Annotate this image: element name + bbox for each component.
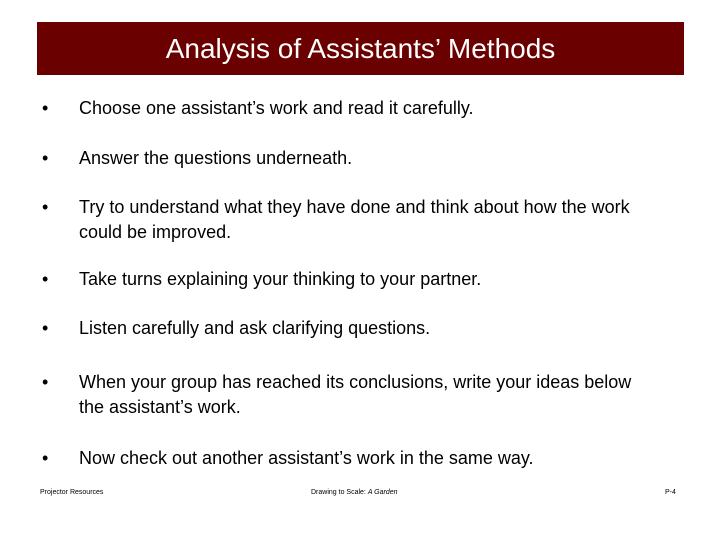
bullet-symbol: • bbox=[42, 197, 49, 217]
bullet-item bbox=[42, 446, 682, 471]
bullet-item bbox=[42, 146, 682, 171]
bullet-item bbox=[42, 267, 682, 292]
bullet-symbol: • bbox=[42, 148, 49, 168]
bullet-item bbox=[42, 316, 682, 341]
footer-title-italic: A Garden bbox=[367, 489, 398, 496]
bullet-symbol: • bbox=[42, 448, 49, 468]
footer-title bbox=[311, 488, 398, 498]
bullet-item bbox=[42, 96, 682, 121]
bullet-text: Listen carefully and ask clarifying questions. bbox=[79, 318, 431, 338]
bullet-text: Answer the questions underneath. bbox=[79, 148, 353, 168]
bullet-text: Take turns explaining your thinking to your partner. bbox=[79, 269, 482, 289]
bullet-text: Now check out another assistant’s work in the same way. bbox=[79, 448, 534, 468]
bullet-symbol: • bbox=[42, 372, 49, 392]
bullet-item bbox=[42, 370, 682, 420]
bullet-symbol: • bbox=[42, 269, 49, 289]
bullet-item bbox=[42, 195, 682, 245]
bullet-symbol: • bbox=[42, 98, 49, 118]
bullet-text: Choose one assistant’s work and read it carefully. bbox=[79, 98, 474, 118]
footer-source: Projector Resources bbox=[40, 489, 104, 496]
slide-title: Analysis of Assistants’ Methods bbox=[165, 32, 556, 64]
bullet-text: When your group has reached its conclusions, write your ideas below the assistant’s work. bbox=[79, 372, 632, 417]
footer-title-prefix: Drawing to Scale: bbox=[311, 489, 368, 496]
bullet-text: Try to understand what they have done and think about how the work could be improved. bbox=[79, 197, 630, 242]
bullet-symbol: • bbox=[42, 318, 49, 338]
page-number: P-4 bbox=[665, 489, 676, 496]
